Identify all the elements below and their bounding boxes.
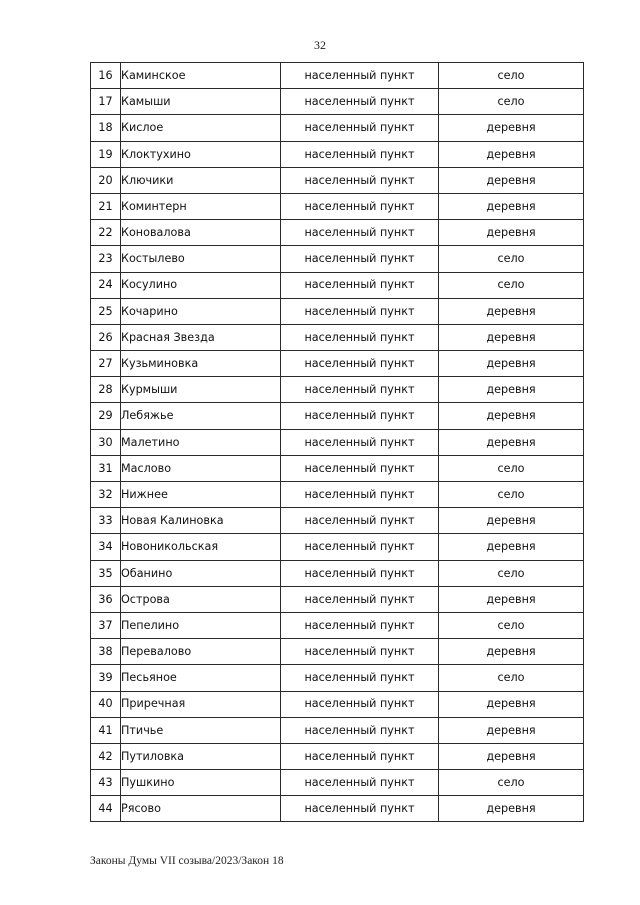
settlement-type-cell: населенный пункт: [281, 482, 439, 508]
settlement-kind-cell: деревня: [439, 167, 584, 193]
settlement-kind-cell: деревня: [439, 115, 584, 141]
settlement-kind-cell: деревня: [439, 508, 584, 534]
row-number-cell: 23: [91, 246, 121, 272]
table-row: [91, 63, 584, 89]
table-row: [91, 639, 584, 665]
settlement-kind-cell: село: [439, 612, 584, 638]
row-number-cell: 22: [91, 220, 121, 246]
settlement-name-cell: Перевалово: [121, 639, 281, 665]
table-row: [91, 691, 584, 717]
settlement-name-cell: Путиловка: [121, 743, 281, 769]
settlement-kind-cell: деревня: [439, 193, 584, 219]
row-number-cell: 28: [91, 377, 121, 403]
settlement-type-cell: населенный пункт: [281, 560, 439, 586]
row-number-cell: 17: [91, 89, 121, 115]
settlement-name-cell: Новая Калиновка: [121, 508, 281, 534]
settlement-name-cell: Маслово: [121, 455, 281, 481]
table-row: [91, 508, 584, 534]
table-row: [91, 743, 584, 769]
settlement-type-cell: населенный пункт: [281, 534, 439, 560]
settlement-name-cell: Красная Звезда: [121, 324, 281, 350]
settlement-type-cell: населенный пункт: [281, 691, 439, 717]
row-number-cell: 21: [91, 193, 121, 219]
settlement-name-cell: Обанино: [121, 560, 281, 586]
settlement-type-cell: населенный пункт: [281, 403, 439, 429]
settlement-kind-cell: деревня: [439, 586, 584, 612]
table-row: [91, 586, 584, 612]
settlement-name-cell: Кузьминовка: [121, 351, 281, 377]
table-row: [91, 141, 584, 167]
settlement-kind-cell: деревня: [439, 141, 584, 167]
row-number-cell: 27: [91, 351, 121, 377]
settlement-kind-cell: деревня: [439, 534, 584, 560]
row-number-cell: 20: [91, 167, 121, 193]
table-row: [91, 665, 584, 691]
row-number-cell: 25: [91, 298, 121, 324]
settlement-name-cell: Малетино: [121, 429, 281, 455]
settlement-kind-cell: деревня: [439, 220, 584, 246]
table-row: [91, 796, 584, 822]
settlement-kind-cell: село: [439, 272, 584, 298]
settlement-name-cell: Рясово: [121, 796, 281, 822]
settlement-type-cell: населенный пункт: [281, 193, 439, 219]
settlement-kind-cell: деревня: [439, 743, 584, 769]
settlement-kind-cell: деревня: [439, 403, 584, 429]
row-number-cell: 42: [91, 743, 121, 769]
settlement-name-cell: Пушкино: [121, 770, 281, 796]
settlement-type-cell: населенный пункт: [281, 246, 439, 272]
settlement-type-cell: населенный пункт: [281, 639, 439, 665]
settlement-kind-cell: село: [439, 455, 584, 481]
settlement-kind-cell: деревня: [439, 429, 584, 455]
settlement-kind-cell: деревня: [439, 351, 584, 377]
settlement-type-cell: населенный пункт: [281, 586, 439, 612]
settlement-name-cell: Клоктухино: [121, 141, 281, 167]
settlement-type-cell: населенный пункт: [281, 63, 439, 89]
settlement-type-cell: населенный пункт: [281, 298, 439, 324]
settlement-name-cell: Кислое: [121, 115, 281, 141]
row-number-cell: 24: [91, 272, 121, 298]
row-number-cell: 41: [91, 717, 121, 743]
settlement-type-cell: населенный пункт: [281, 115, 439, 141]
row-number-cell: 40: [91, 691, 121, 717]
page-number: 32: [314, 38, 326, 52]
table-row: [91, 220, 584, 246]
settlement-type-cell: населенный пункт: [281, 717, 439, 743]
row-number-cell: 29: [91, 403, 121, 429]
table-row: [91, 482, 584, 508]
settlement-type-cell: населенный пункт: [281, 324, 439, 350]
table-row: [91, 534, 584, 560]
settlement-kind-cell: деревня: [439, 377, 584, 403]
table-row: [91, 167, 584, 193]
settlement-kind-cell: село: [439, 482, 584, 508]
settlement-type-cell: населенный пункт: [281, 429, 439, 455]
settlement-name-cell: Коминтерн: [121, 193, 281, 219]
settlement-type-cell: населенный пункт: [281, 141, 439, 167]
row-number-cell: 26: [91, 324, 121, 350]
table-row: [91, 770, 584, 796]
table-row: [91, 403, 584, 429]
row-number-cell: 38: [91, 639, 121, 665]
settlements-table-body: [91, 63, 584, 822]
settlement-kind-cell: село: [439, 665, 584, 691]
settlement-kind-cell: село: [439, 770, 584, 796]
settlement-name-cell: Костылево: [121, 246, 281, 272]
settlement-name-cell: Коновалова: [121, 220, 281, 246]
settlement-kind-cell: село: [439, 246, 584, 272]
settlement-name-cell: Курмыши: [121, 377, 281, 403]
settlement-name-cell: Пепелино: [121, 612, 281, 638]
settlement-name-cell: Птичье: [121, 717, 281, 743]
table-row: [91, 560, 584, 586]
settlement-type-cell: населенный пункт: [281, 612, 439, 638]
row-number-cell: 30: [91, 429, 121, 455]
settlements-table: [90, 62, 584, 822]
settlement-name-cell: Кочарино: [121, 298, 281, 324]
document-footer: Законы Думы VII созыва/2023/Закон 18: [90, 855, 284, 867]
settlement-name-cell: Новоникольская: [121, 534, 281, 560]
row-number-cell: 19: [91, 141, 121, 167]
row-number-cell: 37: [91, 612, 121, 638]
settlement-type-cell: населенный пункт: [281, 743, 439, 769]
row-number-cell: 39: [91, 665, 121, 691]
settlement-name-cell: Камыши: [121, 89, 281, 115]
table-row: [91, 717, 584, 743]
settlement-type-cell: населенный пункт: [281, 220, 439, 246]
settlement-name-cell: Ключики: [121, 167, 281, 193]
settlement-kind-cell: деревня: [439, 324, 584, 350]
settlement-kind-cell: деревня: [439, 298, 584, 324]
settlement-kind-cell: село: [439, 63, 584, 89]
table-row: [91, 612, 584, 638]
settlement-kind-cell: деревня: [439, 717, 584, 743]
row-number-cell: 34: [91, 534, 121, 560]
settlement-type-cell: населенный пункт: [281, 455, 439, 481]
settlement-name-cell: Нижнее: [121, 482, 281, 508]
settlement-name-cell: Косулино: [121, 272, 281, 298]
settlement-kind-cell: село: [439, 560, 584, 586]
row-number-cell: 43: [91, 770, 121, 796]
row-number-cell: 33: [91, 508, 121, 534]
table-row: [91, 351, 584, 377]
row-number-cell: 35: [91, 560, 121, 586]
settlement-type-cell: населенный пункт: [281, 272, 439, 298]
settlement-name-cell: Острова: [121, 586, 281, 612]
table-row: [91, 298, 584, 324]
settlement-type-cell: населенный пункт: [281, 167, 439, 193]
row-number-cell: 36: [91, 586, 121, 612]
settlement-kind-cell: деревня: [439, 691, 584, 717]
row-number-cell: 44: [91, 796, 121, 822]
settlement-type-cell: населенный пункт: [281, 508, 439, 534]
settlement-type-cell: населенный пункт: [281, 770, 439, 796]
table-row: [91, 115, 584, 141]
settlement-type-cell: населенный пункт: [281, 665, 439, 691]
row-number-cell: 32: [91, 482, 121, 508]
row-number-cell: 31: [91, 455, 121, 481]
table-row: [91, 324, 584, 350]
settlement-name-cell: Приречная: [121, 691, 281, 717]
table-row: [91, 193, 584, 219]
settlement-type-cell: населенный пункт: [281, 377, 439, 403]
settlement-name-cell: Каминское: [121, 63, 281, 89]
settlement-type-cell: населенный пункт: [281, 351, 439, 377]
settlement-kind-cell: село: [439, 89, 584, 115]
settlement-kind-cell: деревня: [439, 796, 584, 822]
row-number-cell: 18: [91, 115, 121, 141]
settlement-type-cell: населенный пункт: [281, 89, 439, 115]
settlement-name-cell: Песьяное: [121, 665, 281, 691]
settlement-type-cell: населенный пункт: [281, 796, 439, 822]
table-row: [91, 272, 584, 298]
settlement-name-cell: Лебяжье: [121, 403, 281, 429]
table-row: [91, 89, 584, 115]
settlement-kind-cell: деревня: [439, 639, 584, 665]
table-row: [91, 377, 584, 403]
table-row: [91, 429, 584, 455]
row-number-cell: 16: [91, 63, 121, 89]
table-row: [91, 246, 584, 272]
table-row: [91, 455, 584, 481]
